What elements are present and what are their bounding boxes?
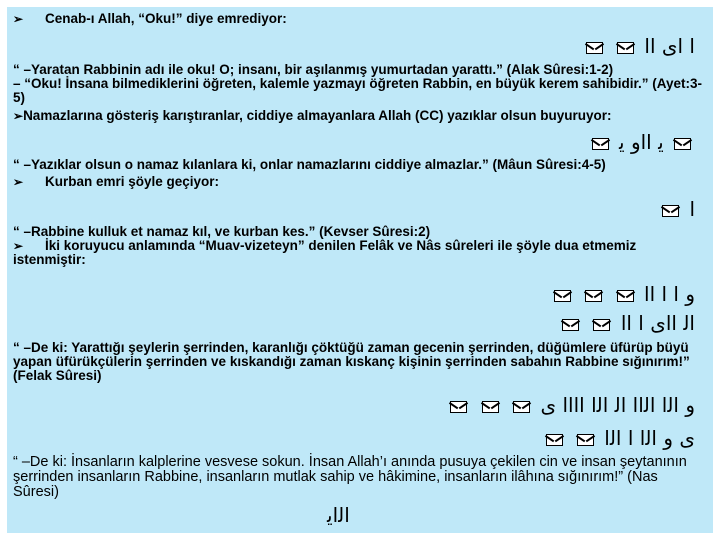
arrowhead-bullet-icon: ➢ xyxy=(13,239,24,253)
text-line-3: – “Oku! İnsana bilmediklerini öğreten, kalemle yazmayı öğreten Rabbin, en büyük kerem sahibidir.” (Ayet:3-5) xyxy=(13,76,702,105)
envelope-icon xyxy=(674,138,691,150)
arrowhead-bullet-icon: ➢ xyxy=(13,12,24,26)
text-line-7: “ –Rabbine kulluk et namaz kıl, ve kurban kes.” (Kevser Sûresi:2) xyxy=(13,224,431,239)
envelope-icon xyxy=(593,319,610,331)
slide xyxy=(7,7,713,533)
arabic-line-4: ﻭ ﺍ ﺍ ﺍﺍ xyxy=(550,282,695,306)
envelope-icon xyxy=(662,205,679,217)
arabic-line-1 xyxy=(582,34,695,58)
arrowhead-bullet-icon: ➢ xyxy=(13,175,24,189)
arabic-line-3: ﺍ xyxy=(658,197,695,221)
envelope-icon xyxy=(617,42,634,54)
envelope-icon xyxy=(592,138,609,150)
envelope-icon xyxy=(586,42,603,54)
envelope-icon xyxy=(617,290,634,302)
envelope-icon xyxy=(562,319,579,331)
arrowhead-bullet-icon: ➢ xyxy=(13,109,24,123)
text-line-6: ➢ Kurban emri şöyle geçiyor: xyxy=(13,174,220,189)
line-1-text: Cenab-ı Allah, “Oku!” diye emrediyor: xyxy=(45,11,287,26)
arabic-line-8: ﺍﻟﺍﻳ xyxy=(327,503,350,527)
envelope-icon xyxy=(585,290,602,302)
arabic-line-2: ﻳ ﺍﺍﻭ ﻳ xyxy=(588,130,695,154)
arabic-line-7: ﻯ ﻭ ﺍﻟﺍ ﺍ ﺍﻟﺍ xyxy=(542,426,695,450)
envelope-icon xyxy=(450,401,467,413)
envelope-icon xyxy=(577,434,594,446)
text-line-1 xyxy=(13,12,707,26)
text-line-10: “ –De ki: İnsanların kalplerine vesvese sokun. İnsan Allah’ı anında pusuya çekilen cin ve insan şeytanının şerrinden insanların Rabbine, insanların mutlak sahip ve hâkimine, insanların ilâhına sığınırım!” (Nas Sûresi) xyxy=(13,454,687,500)
envelope-icon xyxy=(513,401,530,413)
text-line-8: ➢ İki koruyucu anlamında “Muav-vizeteyn” denilen Felâk ve Nâs sûreleri ile şöyle dua etmemiz istenmiştir: xyxy=(13,238,637,267)
text-line-9: “ –De ki: Yarattığı şeylerin şerrinden, karanlığı çöktüğü zaman gecenin şerrinden, düğümlere üfürüp büyü yapan üfürükçülerin şerrinden ve kıskandığı zaman kıskanç kişinin şerrinden sabahın Rabbine sığınırım!” (Felak Sûresi) xyxy=(13,340,690,383)
text-line-4: ➢Namazlarına gösteriş karıştıranlar, ciddiye almayanlara Allah (CC) yazıklar olsun buyuruyor: xyxy=(13,108,612,123)
arabic-text-1: ﺍ ﺍﻯ ﺍﺍ xyxy=(644,34,695,58)
text-line-5: “ –Yazıklar olsun o namaz kılanlara ki, onlar namazlarını ciddiye almazlar.” (Mâun Sûresi:4-5) xyxy=(13,157,606,172)
arabic-line-5: ﺍﻟ ﺍﺍﻯ ﺍ ﺍﺍ xyxy=(558,311,695,335)
envelope-icon xyxy=(554,290,571,302)
text-line-2: “ –Yaratan Rabbinin adı ile oku! O; insanı, bir aşılanmış yumurtadan yarattı.” (Alak Sûresi:1-2) xyxy=(13,62,614,77)
envelope-icon xyxy=(482,401,499,413)
envelope-icon xyxy=(546,434,563,446)
arabic-line-6: ﻭ ﺍﻟﺍ ﺍﻟﺍﺍ ﺍﻟ ﺍﻟﺍ ﺍﺍﺍﺍ ﻯ xyxy=(446,393,695,417)
